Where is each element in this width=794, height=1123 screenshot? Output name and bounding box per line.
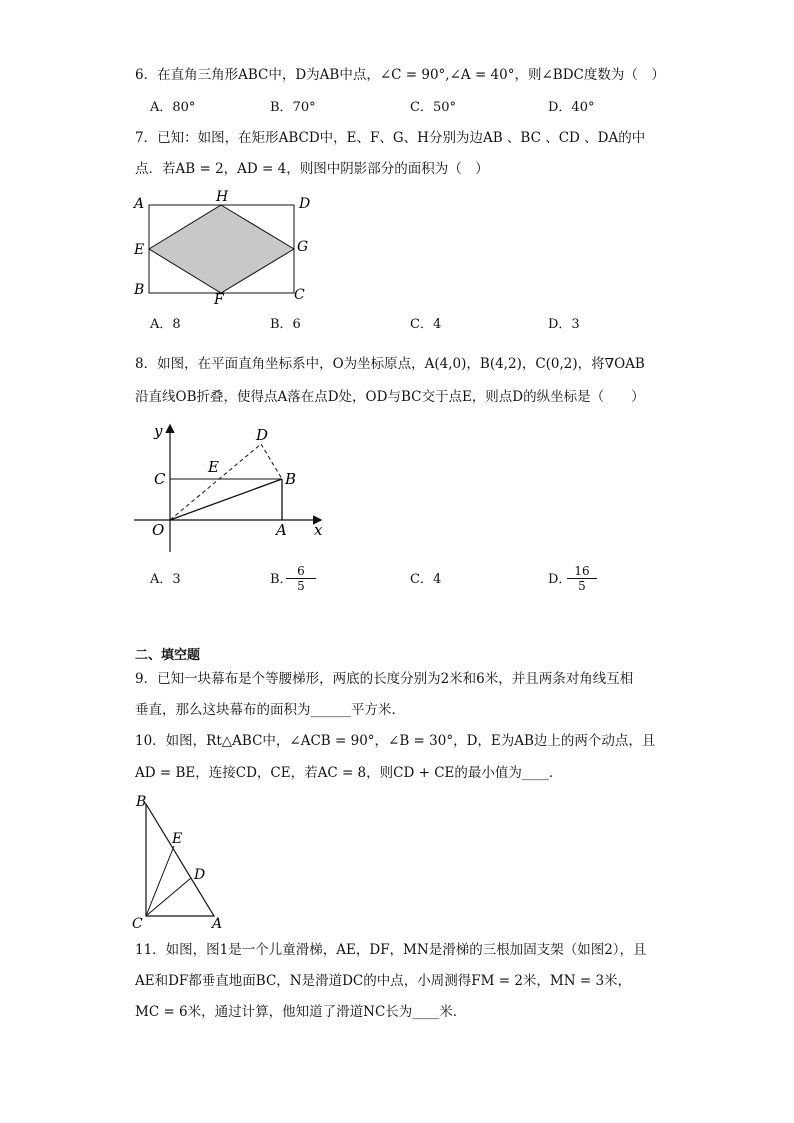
q7-stem-line1: 7．已知：如图，在矩形ABCD中，E、F、G、H分别为边AB 、BC 、CD 、DA的中 — [135, 130, 646, 146]
q7-label-b: B — [134, 282, 145, 298]
q8-option-a: A．3 — [150, 572, 181, 587]
q8-label-o: O — [152, 521, 165, 539]
q8-option-d-fraction — [567, 564, 597, 593]
q7-label-g: G — [297, 239, 309, 255]
q6-option-d: D．40° — [548, 100, 595, 115]
q8-option-c: C．4 — [410, 572, 442, 587]
q10-label-b: B — [136, 794, 147, 810]
q8-fraction-b-denominator: 5 — [297, 579, 305, 593]
q8-label-y: y — [154, 422, 163, 440]
q10-stem-line2: AD = BE，连接CD，CE，若AC = 8，则CD + CE的最小值为____． — [135, 765, 563, 781]
section-title-fill-in: 二、填空题 — [135, 648, 201, 663]
q8-fraction-d-numerator: 16 — [567, 564, 597, 579]
q10-label-a: A — [212, 916, 223, 932]
q7-rectangle-figure — [128, 188, 328, 308]
q8-stem-line1: 8．如图，在平面直角坐标系中，O为坐标原点，A(4,0)，B(4,2)，C(0,2)，将∇OAB — [135, 356, 645, 372]
q10-label-d: D — [194, 867, 206, 883]
q7-label-d: D — [299, 196, 311, 212]
q8-label-d: D — [256, 426, 269, 444]
q7-label-f: F — [214, 292, 224, 308]
q11-stem-line1: 11．如图，图1是一个儿童滑梯，AE，DF，MN是滑梯的三根加固支架（如图2），且 — [135, 942, 647, 958]
q9-stem-line2: 垂直，那么这块幕布的面积为______平方米． — [135, 702, 405, 718]
q10-label-e: E — [172, 831, 183, 847]
q9-stem-line1: 9．已知一块幕布是个等腰梯形，两底的长度分别为2米和6米，并且两条对角线互相 — [135, 671, 634, 687]
q8-stem-line2: 沿直线OB折叠，使得点A落在点D处，OD与BC交于点E，则点D的纵坐标是（ ） — [135, 389, 645, 405]
q10-label-c: C — [132, 916, 143, 932]
q7-option-d: D．3 — [548, 317, 580, 332]
q6-option-c: C．50° — [410, 100, 456, 115]
q7-option-a: A．8 — [150, 317, 181, 332]
q8-label-x: x — [314, 521, 323, 539]
q7-label-h: H — [216, 189, 229, 205]
q7-label-c: C — [294, 287, 305, 303]
q7-label-a: A — [134, 196, 145, 212]
q8-fraction-d-denominator: 5 — [578, 579, 586, 593]
q8-fraction-b-numerator: 6 — [286, 564, 316, 579]
q10-stem-line1: 10．如图，Rt△ABC中，∠ACB = 90°，∠B = 30°，D，E为AB边上的两个动点，且 — [135, 733, 656, 749]
q8-label-e: E — [208, 458, 219, 476]
q8-option-d: D． — [548, 572, 572, 587]
q8-option-b-fraction — [286, 564, 316, 593]
q8-coordinate-figure — [128, 418, 338, 558]
q8-label-c: C — [154, 470, 166, 488]
q8-label-a: A — [276, 521, 287, 539]
q10-triangle-figure — [128, 788, 238, 933]
q6-option-a: A．80° — [150, 100, 196, 115]
q7-option-c: C．4 — [410, 317, 442, 332]
q7-label-e: E — [134, 242, 145, 258]
q6-stem: 6．在直角三角形ABC中，D为AB中点，∠C = 90°,∠A = 40°，则∠BDC度数为（ ） — [135, 67, 665, 83]
q8-label-b: B — [285, 470, 297, 488]
q11-stem-line3: MC = 6米，通过计算，他知道了滑道NC长为____米． — [135, 1004, 467, 1020]
q8-option-b: B． — [270, 572, 293, 587]
q7-stem-line2: 点．若AB = 2，AD = 4，则图中阴影部分的面积为（ ） — [135, 161, 489, 177]
q11-stem-line2: AE和DF都垂直地面BC，N是滑道DC的中点，小周测得FM = 2米，MN = 3米， — [135, 973, 632, 989]
q6-option-b: B．70° — [270, 100, 316, 115]
q7-option-b: B．6 — [270, 317, 301, 332]
